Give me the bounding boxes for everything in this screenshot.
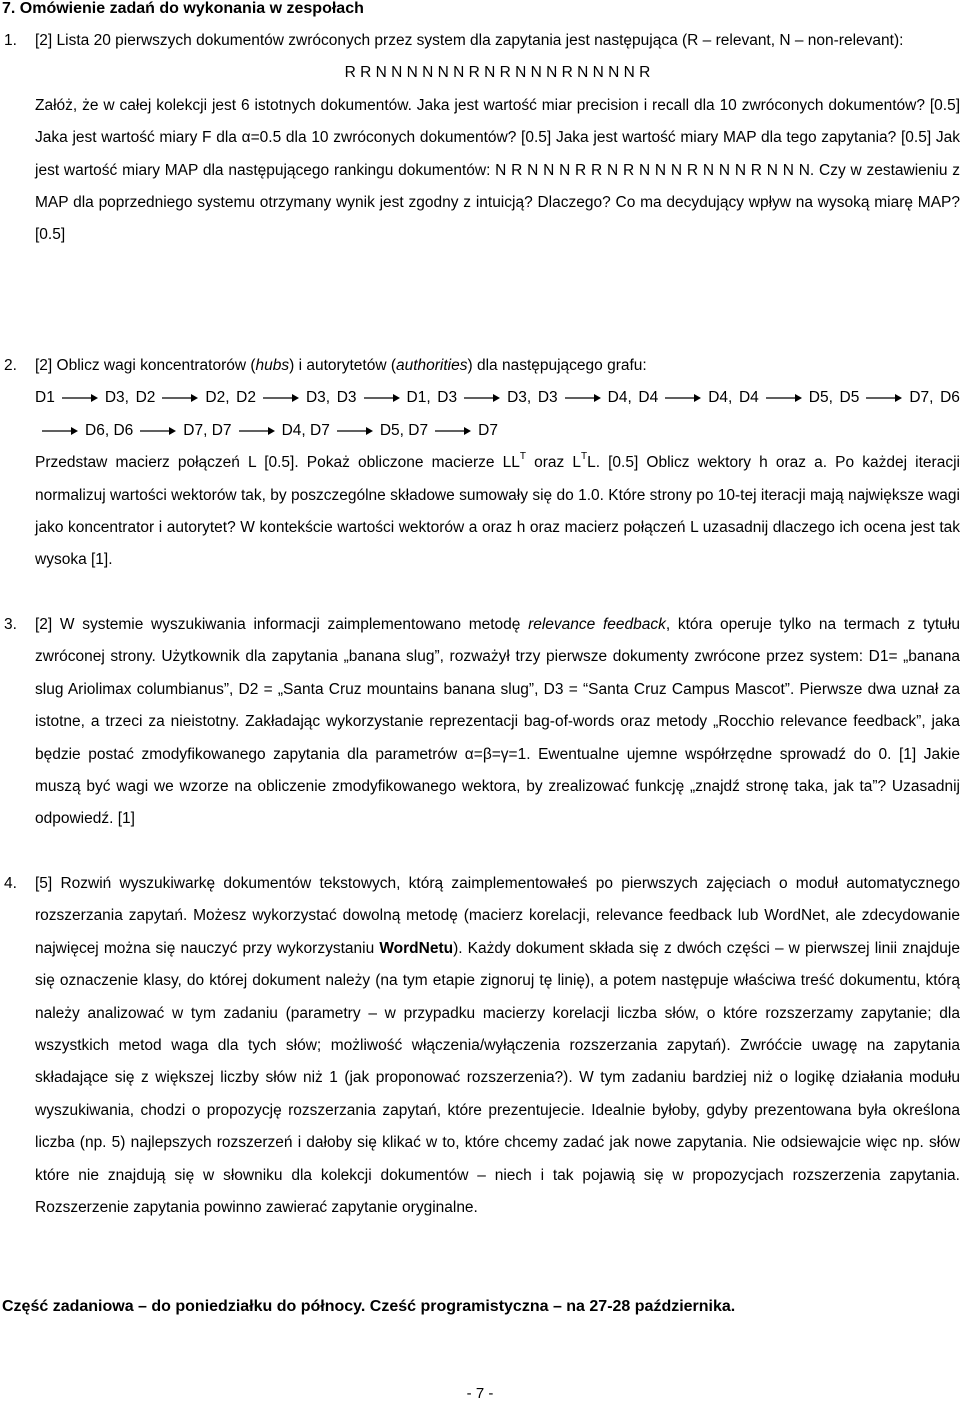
task-item-4 bbox=[0, 868, 960, 1224]
graph-edge-list: D1 D3, D2 D2, D2 D3, D3 D1, D3 D3, D3 D4, D4 D4, D4 D5, D5 D7, D6 D6, D6 D7, D7 D4, D7 D5, D7 D7 bbox=[35, 389, 960, 439]
term-wordnetu: WordNetu bbox=[379, 939, 454, 957]
task-number: 1. bbox=[4, 32, 17, 49]
graph-node-label: D2 bbox=[135, 389, 156, 407]
graph-node-label: D1 bbox=[406, 389, 427, 407]
graph-node-label: D5 bbox=[839, 389, 860, 407]
task-text: Załóż, że w całej kolekcji jest 6 istotnych dokumentów. Jaka jest wartość miar precision i recall dla 10 zwróconych dokumentów? [0.5] Jaka jest wartość miary F dla α=0.5 dla 10 zwróconych dokumentów? [0.5] Jaka jest wartość miary MAP dla tego zapytania? [0.5] Jak jest wartość miary MAP dla następującego rankingu dokumentów: N R N N N R R N R N N N R N N N R N N N. Czy w zestawieniu z MAP dla poprzedniego systemu otrzymany wynik jest zgodny z intuicją? Dlaczego? Co ma decydujący wpływ na wysoką miarę MAP? [0.5] bbox=[35, 96, 960, 244]
right-arrow-icon bbox=[139, 425, 177, 437]
task-intro: [2] Lista 20 pierwszych dokumentów zwróconych przez system dla zapytania jest następująca (R – relevant, N – non-relevant): bbox=[35, 32, 904, 49]
right-arrow-icon bbox=[61, 392, 99, 404]
graph-node-label: D3 bbox=[507, 389, 527, 407]
graph-node-label: D2 bbox=[236, 389, 256, 407]
graph-node-label: D5 bbox=[379, 421, 400, 439]
graph-node-label: D6 bbox=[940, 389, 960, 407]
task-number: 2. bbox=[4, 357, 17, 374]
task-item-1 bbox=[0, 25, 960, 252]
graph-node-label: D7 bbox=[909, 389, 930, 407]
section-title: 7. Omówienie zadań do wykonania w zespołach bbox=[2, 0, 364, 17]
graph-node-label: D7 bbox=[310, 421, 330, 439]
right-arrow-icon bbox=[363, 392, 401, 404]
right-arrow-icon bbox=[865, 392, 903, 404]
graph-node-label: D6 bbox=[85, 421, 105, 439]
right-arrow-icon bbox=[434, 425, 472, 437]
right-arrow-icon bbox=[463, 392, 501, 404]
graph-node-label: D3 bbox=[336, 389, 357, 407]
right-arrow-icon bbox=[238, 425, 276, 437]
graph-node-label: D4 bbox=[638, 389, 659, 407]
graph-node-label: D6 bbox=[113, 421, 134, 439]
term-authorities: authorities bbox=[395, 357, 468, 374]
graph-node-label: D7 bbox=[478, 421, 498, 439]
task-text: Przedstaw macierz połączeń L [0.5]. Pokaż obliczone macierze $LL^T$ oraz $L^TL$. [0.5] Oblicz wektory h oraz a. Po każdej iteracji normalizuj wartości wektorów tak, by poszczególne składowe sumowały się do 1.0. Które strony po 10-tej iteracji mają największe wagi jako koncentrator i autorytet? W kontekście wartości wektorów a oraz h oraz macierz połączeń L uzasadnij dlaczego ich ocena jest tak wysoka [1]. bbox=[35, 451, 960, 569]
task-text: [2] W systemie wyszukiwania informacji zaimplementowano metodę relevance feedback, która operuje tylko na termach z tytułu zwróconej strony. Użytkownik dla zapytania „banana slug”, rozważył trzy pierwsze dokumenty zwrócone przez system: D1= „banana slug Ariolimax columbianus”, D2 = „Santa Cruz mountains banana slug”, D3 = “Santa Cruz Campus Mascot”. Pierwsze dwa uznał za istotne, a trzeci za nieistotny. Zakładając wykorzystanie reprezentacji bag-of-words oraz metody „Rocchio relevance feedback”, jaka będzie postać zmodyfikowanego zapytania dla parametrów α=β=γ=1. Ewentualne ujemne współrzędne sprowadź do 0. [1] Jakie muszą być wagi we wzorze na obliczenie zmodyfikowanego wektora, by zrealizować funkcję „znajdź stronę taka, jak ta”? Uzasadnij odpowiedź. [1] bbox=[35, 616, 960, 828]
graph-node-label: D7 bbox=[408, 421, 429, 439]
right-arrow-icon bbox=[41, 425, 79, 437]
graph-node-label: D4 bbox=[607, 389, 628, 407]
deadline-note: Część zadaniowa – do poniedziałku do północy. Cześć programistyczna – na 27-28 października. bbox=[2, 1298, 736, 1315]
task-body bbox=[35, 868, 960, 1224]
term-hubs: hubs bbox=[255, 357, 290, 374]
task-intro: [2] Oblicz wagi koncentratorów (hubs) i autorytetów (authorities) dla następującego grafu: bbox=[35, 357, 647, 374]
task-body bbox=[35, 25, 960, 252]
graph-node-label: D3 bbox=[305, 389, 326, 407]
task-number: 3. bbox=[4, 616, 17, 633]
right-arrow-icon bbox=[262, 392, 300, 404]
right-arrow-icon bbox=[336, 425, 374, 437]
graph-node-label: D4 bbox=[738, 389, 759, 407]
graph-node-label: D1 bbox=[35, 389, 55, 407]
graph-node-label: D4 bbox=[708, 389, 729, 407]
task-item-3 bbox=[0, 609, 960, 836]
task-body bbox=[35, 609, 960, 836]
task-text: [5] Rozwiń wyszukiwarkę dokumentów tekstowych, którą zaimplementowałeś po pierwszych zajęciach o moduł automatycznego rozszerzania zapytań. Możesz wykorzystać dowolną metodę (macierz korelacji, relevance feedback lub WordNet, ale zdecydowanie najwięcej można się nauczyć przy wykorzystaniu WordNetu). Każdy dokument składa się z dwóch części – w pierwszej linii znajduje się oznaczenie klasy, do której dokument należy (na tym etapie zignoruj tę linię), a potem następuje właściwa treść dokumentu, którą należy analizować w tym zadaniu (parametry – w przypadku macierzy korelacji liczba słów, o które rozszerzamy zapytanie; dla wszystkich metod waga dla tych słów; możliwość włączenia/wyłączenia rozszerzania zapytań). Zwróćcie uwagę na zapytania składające się z większej liczby słów niż 1 (jak proponować rozszerzenia?). W tym zadaniu bardziej niż o logikę działania modułu wyszukiwania, chodzi o propozycję rozszerzania zapytań, które prezentujecie. Idealnie byłoby, gdyby prezentowana była określona liczba (np. 5) najlepszych rozszerzeń i dałoby się klikać w to, które chcemy zadać jak nowe zapytania. Nie odsiewajcie więc np. słów które nie znajdują się w słowniku dla kolekcji dokumentów – niech i tak pojawią się w propozycjach rozszerzenia zapytania. Rozszerzenie zapytania powinno zawierać zapytanie oryginalne. bbox=[35, 875, 960, 1217]
graph-node-label: D5 bbox=[808, 389, 829, 407]
term-relevance-feedback: relevance feedback bbox=[528, 616, 666, 633]
graph-node-label: D7 bbox=[211, 421, 232, 439]
graph-node-label: D2 bbox=[205, 389, 226, 407]
task-item-2 bbox=[0, 350, 960, 577]
task-number: 4. bbox=[4, 875, 17, 892]
right-arrow-icon bbox=[161, 392, 199, 404]
page-number: - 7 - bbox=[466, 1385, 494, 1402]
right-arrow-icon bbox=[765, 392, 803, 404]
graph-node-label: D3 bbox=[437, 389, 458, 407]
graph-node-label: D3 bbox=[537, 389, 558, 407]
graph-node-label: D3 bbox=[104, 389, 125, 407]
right-arrow-icon bbox=[664, 392, 702, 404]
graph-node-label: D4 bbox=[281, 421, 302, 439]
task-body bbox=[35, 350, 960, 577]
right-arrow-icon bbox=[564, 392, 602, 404]
relevance-sequence: R R N N N N N N R N R N N N R N N N N R bbox=[344, 64, 651, 82]
graph-node-label: D7 bbox=[183, 421, 204, 439]
